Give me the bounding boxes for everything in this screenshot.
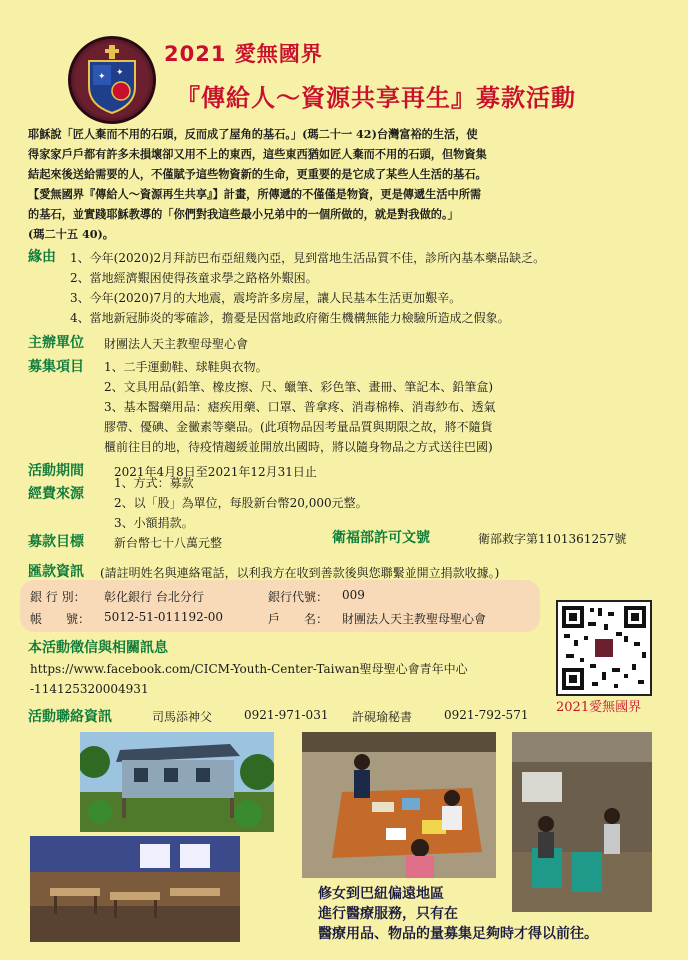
clinic-photo: [302, 732, 496, 878]
organizer-heading: 主辦單位: [28, 335, 84, 351]
caption-line: 進行醫療服務，只有在: [318, 906, 458, 922]
collect-item: 1、二手運動鞋、球鞋與衣物。: [104, 360, 268, 374]
contact-heading: 活動聯絡資訊: [28, 709, 112, 725]
account-label: 帳 號：: [30, 612, 91, 626]
reason-item: 1、今年(2020)2月拜訪巴布亞紐幾內亞，見到當地生活品質不佳，診所內基本藥品缺乏。: [70, 251, 546, 265]
caption-line: 修女到巴紐偏遠地區: [318, 886, 444, 902]
collect-item: 膠帶、優碘、金黴素等藥品。(此項物品因考量品質與期限之故，將不隨貨: [104, 420, 493, 434]
remit-note: (請註明姓名與連絡電話，以利我方在收到善款後與您聯繫並開立捐款收據。): [100, 566, 500, 580]
bank-code-label: 銀行代號：: [268, 590, 329, 604]
info-heading: 本活動徵信與相關訊息: [28, 640, 168, 656]
contact-phone: 0921-792-571: [444, 708, 529, 722]
account-name-value: 財團法人天主教聖母聖心會: [342, 612, 487, 626]
title-year: 2021 愛無國界: [164, 42, 323, 66]
intro-line: 耶穌說「匠人棄而不用的石頭，反而成了屋角的基石。」(瑪二十一 42)台灣富裕的生活，使: [28, 127, 478, 141]
intro-line: 【愛無國界『傳給人～資源再生共享』】計畫，所傳遞的不僅僅是物資，更是傳遞生活中所需: [28, 187, 482, 201]
funding-item: 3、小額捐款。: [114, 516, 194, 530]
period-heading: 活動期間: [28, 463, 84, 479]
svg-text:✦: ✦: [98, 72, 106, 82]
collect-item: 2、文具用品(鉛筆、橡皮擦、尺、蠟筆、彩色筆、畫冊、筆記本、鉛筆盒): [104, 380, 494, 394]
goal-heading: 募款目標: [28, 534, 84, 550]
contact-phone: 0921-971-031: [244, 708, 329, 722]
page-title: 『傳給人～資源共享再生』募款活動: [176, 84, 576, 112]
intro-line: 得家家戶戶都有許多未損壞卻又用不上的東西，這些東西猶如匠人棄而不用的石頭，但物資集: [28, 147, 487, 161]
period-value: 2021年4月8日至2021年12月31日止: [114, 465, 317, 479]
reason-item: 4、當地新冠肺炎的零確診，擔憂是因當地政府衛生機構無能力檢驗所造成之假象。: [70, 311, 510, 325]
reasons-heading: 緣由: [28, 249, 56, 265]
caption-line: 醫療用品、物品的量募集足夠時才得以前往。: [318, 926, 598, 942]
house-photo: [80, 732, 274, 832]
account-name-label: 戶 名：: [268, 612, 329, 626]
qr-code[interactable]: [556, 600, 652, 696]
collect-item: 3、基本醫藥用品：瘧疾用藥、口罩、普拿疼、消毒棉棒、消毒紗布、透氣: [104, 400, 496, 414]
funding-item: 1、方式：募款: [114, 476, 194, 490]
reason-item: 3、今年(2020)7月的大地震，震垮許多房屋，讓人民基本生活更加艱辛。: [70, 291, 462, 305]
photo-caption: [318, 884, 598, 944]
remit-heading: 匯款資訊: [28, 564, 84, 580]
contact-person: 許硯瑜秘書: [352, 710, 413, 724]
svg-text:✦: ✦: [116, 68, 124, 78]
account-value: 5012-51-011192-00: [104, 610, 224, 624]
collect-heading: 募集項目: [28, 359, 84, 375]
permit-heading: 衛福部許可文號: [332, 530, 430, 546]
info-url-cont[interactable]: -114125320004931: [30, 682, 149, 696]
funding-item: 2、以「股」為單位，每股新台幣20,000元整。: [114, 496, 368, 510]
permit-value: 衛部救字第1101361257號: [478, 532, 627, 546]
intro-line: 的基石，並實踐耶穌教導的「你們對我這些最小兄弟中的一個所做的，就是對我做的。」: [28, 207, 459, 221]
intro-line: 結起來後送給需要的人，不僅賦予這些物資新的生命，更重要的是它成了某些人生活的基石。: [28, 167, 487, 181]
goal-value: 新台幣七十八萬元整: [114, 536, 223, 550]
crest-logo: [68, 36, 156, 124]
classroom-photo: [30, 836, 240, 942]
contact-person: 司馬添神父: [152, 710, 213, 724]
intro-paragraph: [28, 124, 668, 244]
collect-item: 櫃前往目的地，待疫情趨緩並開放出國時，將以隨身物品之方式送往巴國): [104, 440, 493, 454]
bank-label: 銀 行 別：: [30, 590, 86, 604]
reason-item: 2、當地經濟艱困使得孩童求學之路格外艱困。: [70, 271, 318, 285]
qr-caption: 2021愛無國界: [556, 700, 642, 715]
organizer-value: 財團法人天主教聖母聖心會: [104, 337, 249, 351]
bank-value: 彰化銀行 台北分行: [104, 590, 204, 604]
bank-code-value: 009: [342, 588, 365, 602]
intro-line: (瑪二十五 40)。: [28, 227, 114, 241]
info-url[interactable]: https://www.facebook.com/CICM-Youth-Center-Taiwan聖母聖心會青年中心: [30, 662, 468, 676]
funding-heading: 經費來源: [28, 486, 84, 502]
